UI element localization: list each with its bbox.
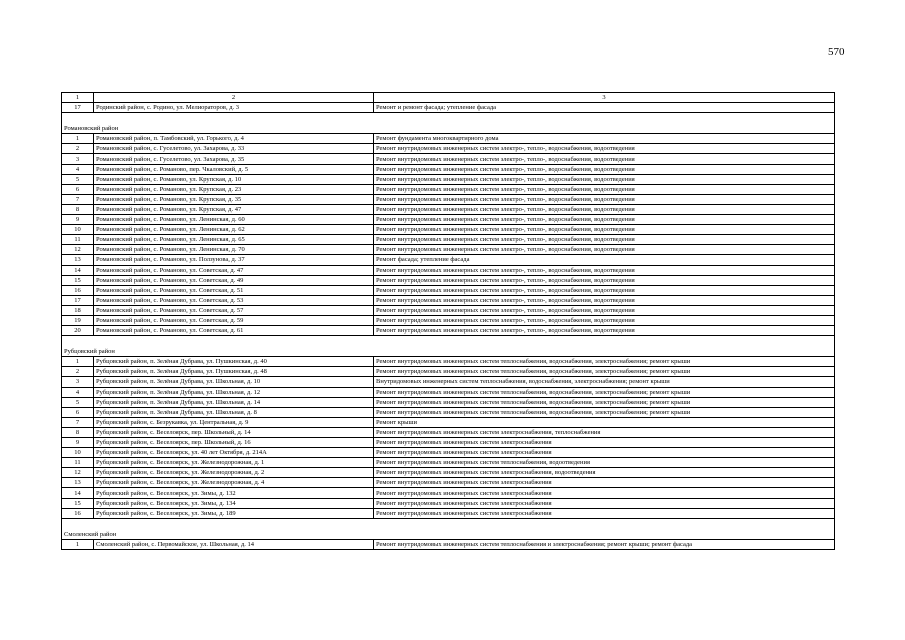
- table-row: [62, 134, 835, 144]
- table-row: [62, 295, 835, 305]
- row-number-cell: 6: [62, 407, 94, 417]
- work-type-cell: Ремонт фундамента многоквартирного дома: [374, 134, 835, 144]
- work-type-cell: Ремонт внутридомовых инженерных систем электро-, тепло-, водоснабжения, водоотведения: [374, 326, 835, 336]
- row-number-cell: 5: [62, 174, 94, 184]
- district-title: Смоленский район: [62, 530, 835, 540]
- work-type-cell: Ремонт крыши: [374, 417, 835, 427]
- work-type-cell: Ремонт внутридомовых инженерных систем электро-, тепло-, водоснабжения, водоотведения: [374, 174, 835, 184]
- work-type-cell: Ремонт внутридомовых инженерных систем электро-, тепло-, водоснабжения, водоотведения: [374, 164, 835, 174]
- section-spacer-row: [62, 113, 835, 125]
- address-cell: Романовский район, с. Романово, ул. Советская, д. 49: [94, 275, 374, 285]
- row-number-cell: 12: [62, 245, 94, 255]
- row-number-cell: 11: [62, 235, 94, 245]
- address-cell: Рубцовский район, с. Безрукавка, ул. Центральная, д. 9: [94, 417, 374, 427]
- work-type-cell: Ремонт внутридомовых инженерных систем электроснабжения: [374, 498, 835, 508]
- row-number-cell: 3: [62, 377, 94, 387]
- work-type-cell: Внутридомовых инженерных систем теплоснабжения, водоснабжения, электроснабжения; ремонт крыши: [374, 377, 835, 387]
- work-type-cell: Ремонт внутридомовых инженерных систем теплоснабжения и электроснабжения; ремонт крыши; ремонт фасада: [374, 539, 835, 549]
- row-number-cell: 16: [62, 285, 94, 295]
- row-number-cell: 4: [62, 387, 94, 397]
- address-cell: Рубцовский район, п. Зелёная Дубрава, ул. Школьная, д. 12: [94, 387, 374, 397]
- work-type-cell: Ремонт внутридомовых инженерных систем теплоснабжения, водоснабжения, электроснабжения; ремонт крыши: [374, 367, 835, 377]
- address-cell: Рубцовский район, п. Зелёная Дубрава, ул. Школьная, д. 10: [94, 377, 374, 387]
- section-spacer-row: [62, 336, 835, 348]
- address-cell: Рубцовский район, с. Веселоярск, ул. Зимы, д. 134: [94, 498, 374, 508]
- table-row: [62, 478, 835, 488]
- address-cell: Романовский район, с. Гуселетово, ул. Захарова, д. 35: [94, 154, 374, 164]
- section-header-row: [62, 124, 835, 134]
- work-type-cell: Ремонт внутридомовых инженерных систем электро-, тепло-, водоснабжения, водоотведения: [374, 215, 835, 225]
- row-number-cell: 2: [62, 367, 94, 377]
- work-type-cell: Ремонт внутридомовых инженерных систем электро-, тепло-, водоснабжения, водоотведения: [374, 194, 835, 204]
- table-row: [62, 427, 835, 437]
- address-cell: Романовский район, с. Романово, ул. Советская, д. 59: [94, 315, 374, 325]
- work-type-cell: Ремонт внутридомовых инженерных систем электро-, тепло-, водоснабжения, водоотведения: [374, 275, 835, 285]
- work-type-cell: Ремонт внутридомовых инженерных систем теплоснабжения, водоснабжения, электроснабжения; ремонт крыши: [374, 397, 835, 407]
- table-row: [62, 407, 835, 417]
- table-row: [62, 103, 835, 113]
- work-type-cell: Ремонт внутридомовых инженерных систем электроснабжения, водоотведения: [374, 468, 835, 478]
- table-row: [62, 204, 835, 214]
- row-number-cell: 9: [62, 215, 94, 225]
- address-cell: Романовский район, п. Тамбовский, ул. Горького, д. 4: [94, 134, 374, 144]
- address-cell: Рубцовский район, с. Веселоярск, ул. Железнодорожная, д. 2: [94, 468, 374, 478]
- table-row: [62, 397, 835, 407]
- row-number-cell: 17: [62, 295, 94, 305]
- row-number-cell: 18: [62, 305, 94, 315]
- work-type-cell: Ремонт внутридомовых инженерных систем электро-, тепло-, водоснабжения, водоотведения: [374, 235, 835, 245]
- section-spacer-row: [62, 518, 835, 530]
- row-number-cell: 13: [62, 255, 94, 265]
- work-type-cell: Ремонт внутридомовых инженерных систем электро-, тепло-, водоснабжения, водоотведения: [374, 184, 835, 194]
- row-number-cell: 2: [62, 144, 94, 154]
- section-spacer-cell: [62, 518, 835, 530]
- address-cell: Рубцовский район, с. Веселоярск, ул. Зимы, д. 132: [94, 488, 374, 498]
- row-number-cell: 1: [62, 539, 94, 549]
- address-cell: Романовский район, с. Романово, ул. Крупская, д. 10: [94, 174, 374, 184]
- row-number-cell: 14: [62, 265, 94, 275]
- address-cell: Романовский район, с. Романово, ул. Ленинская, д. 70: [94, 245, 374, 255]
- work-type-cell: Ремонт фасада; утепление фасада: [374, 255, 835, 265]
- work-type-cell: Ремонт внутридомовых инженерных систем электро-, тепло-, водоснабжения, водоотведения: [374, 305, 835, 315]
- work-type-cell: Ремонт внутридомовых инженерных систем электро-, тепло-, водоснабжения, водоотведения: [374, 204, 835, 214]
- table-row: [62, 468, 835, 478]
- work-type-cell: Ремонт и ремонт фасада; утепление фасада: [374, 103, 835, 113]
- address-cell: Рубцовский район, п. Зелёная Дубрава, ул. Школьная, д. 8: [94, 407, 374, 417]
- table-row: [62, 488, 835, 498]
- address-cell: Смоленский район, с. Первомайское, ул. Школьная, д. 14: [94, 539, 374, 549]
- table-row: [62, 508, 835, 518]
- row-number-cell: 7: [62, 194, 94, 204]
- row-number-cell: 10: [62, 225, 94, 235]
- address-cell: Романовский район, с. Романово, ул. Советская, д. 51: [94, 285, 374, 295]
- address-cell: Романовский район, с. Гуселетово, ул. Захарова, д. 33: [94, 144, 374, 154]
- table-row: [62, 315, 835, 325]
- table-row: [62, 235, 835, 245]
- work-type-cell: Ремонт внутридомовых инженерных систем электро-, тепло-, водоснабжения, водоотведения: [374, 265, 835, 275]
- table-row: [62, 225, 835, 235]
- address-cell: Романовский район, с. Романово, ул. Крупская, д. 47: [94, 204, 374, 214]
- table-row: [62, 539, 835, 549]
- work-type-cell: Ремонт внутридомовых инженерных систем теплоснабжения, водоснабжения, электроснабжения; ремонт крыши: [374, 357, 835, 367]
- table-row: [62, 174, 835, 184]
- address-cell: Рубцовский район, с. Веселоярск, ул. Железнодорожная, д. 1: [94, 458, 374, 468]
- row-number-cell: 4: [62, 164, 94, 174]
- table-row: [62, 387, 835, 397]
- address-cell: Рубцовский район, п. Зелёная Дубрава, ул. Пушкинская, д. 40: [94, 357, 374, 367]
- table-row: [62, 357, 835, 367]
- work-type-cell: Ремонт внутридомовых инженерных систем электроснабжения, теплоснабжения: [374, 427, 835, 437]
- table-row: [62, 164, 835, 174]
- section-header-row: [62, 347, 835, 357]
- row-number-cell: 9: [62, 438, 94, 448]
- work-type-cell: Ремонт внутридомовых инженерных систем электро-, тепло-, водоснабжения, водоотведения: [374, 295, 835, 305]
- row-number-cell: 11: [62, 458, 94, 468]
- address-cell: Романовский район, с. Романово, ул. Советская, д. 57: [94, 305, 374, 315]
- table-row: [62, 275, 835, 285]
- work-type-cell: Ремонт внутридомовых инженерных систем теплоснабжения, водоснабжения, электроснабжения; ремонт крыши: [374, 387, 835, 397]
- row-number-cell: 7: [62, 417, 94, 427]
- address-cell: Рубцовский район, п. Зелёная Дубрава, ул. Школьная, д. 14: [94, 397, 374, 407]
- header-cell-2: 2: [94, 93, 374, 103]
- work-type-cell: Ремонт внутридомовых инженерных систем электро-, тепло-, водоснабжения, водоотведения: [374, 245, 835, 255]
- row-number-cell: 19: [62, 315, 94, 325]
- repair-register-table: [61, 92, 835, 550]
- work-type-cell: Ремонт внутридомовых инженерных систем электро-, тепло-, водоснабжения, водоотведения: [374, 225, 835, 235]
- address-cell: Рубцовский район, п. Зелёная Дубрава, ул. Пушкинская, д. 48: [94, 367, 374, 377]
- district-title: Рубцовский район: [62, 347, 835, 357]
- column-number-header-row: [62, 93, 835, 103]
- table-row: [62, 285, 835, 295]
- table-row: [62, 154, 835, 164]
- header-cell-1: 1: [62, 93, 94, 103]
- row-number-cell: 15: [62, 275, 94, 285]
- district-title: Романовский район: [62, 124, 835, 134]
- work-type-cell: Ремонт внутридомовых инженерных систем электро-, тепло-, водоснабжения, водоотведения: [374, 285, 835, 295]
- table-row: [62, 367, 835, 377]
- address-cell: Романовский район, с. Романово, ул. Советская, д. 53: [94, 295, 374, 305]
- work-type-cell: Ремонт внутридомовых инженерных систем теплоснабжения, водоснабжения, электроснабжения; ремонт крыши: [374, 407, 835, 417]
- row-number-cell: 6: [62, 184, 94, 194]
- row-number-cell: 17: [62, 103, 94, 113]
- row-number-cell: 20: [62, 326, 94, 336]
- table-row: [62, 245, 835, 255]
- address-cell: Романовский район, с. Романово, ул. Ленинская, д. 65: [94, 235, 374, 245]
- row-number-cell: 1: [62, 134, 94, 144]
- section-spacer-cell: [62, 113, 835, 125]
- table-row: [62, 144, 835, 154]
- row-number-cell: 3: [62, 154, 94, 164]
- row-number-cell: 16: [62, 508, 94, 518]
- work-type-cell: Ремонт внутридомовых инженерных систем электроснабжения: [374, 478, 835, 488]
- row-number-cell: 5: [62, 397, 94, 407]
- work-type-cell: Ремонт внутридомовых инженерных систем электро-, тепло-, водоснабжения, водоотведения: [374, 315, 835, 325]
- table-row: [62, 255, 835, 265]
- work-type-cell: Ремонт внутридомовых инженерных систем электроснабжения: [374, 448, 835, 458]
- row-number-cell: 12: [62, 468, 94, 478]
- row-number-cell: 1: [62, 357, 94, 367]
- work-type-cell: Ремонт внутридомовых инженерных систем электроснабжения: [374, 438, 835, 448]
- table-row: [62, 184, 835, 194]
- table-row: [62, 438, 835, 448]
- work-type-cell: Ремонт внутридомовых инженерных систем электроснабжения: [374, 488, 835, 498]
- row-number-cell: 8: [62, 427, 94, 437]
- table-row: [62, 305, 835, 315]
- page-number: 570: [828, 46, 845, 58]
- table-row: [62, 326, 835, 336]
- row-number-cell: 10: [62, 448, 94, 458]
- address-cell: Родинский район, с. Родино, ул. Мелиораторов, д. 3: [94, 103, 374, 113]
- row-number-cell: 13: [62, 478, 94, 488]
- work-type-cell: Ремонт внутридомовых инженерных систем теплоснабжения, водоотведения: [374, 458, 835, 468]
- address-cell: Романовский район, с. Романово, ул. Ленинская, д. 62: [94, 225, 374, 235]
- table-row: [62, 458, 835, 468]
- address-cell: Романовский район, с. Романово, ул. Ленинская, д. 60: [94, 215, 374, 225]
- work-type-cell: Ремонт внутридомовых инженерных систем электро-, тепло-, водоснабжения, водоотведения: [374, 154, 835, 164]
- address-cell: Романовский район, с. Романово, ул. Крупская, д. 35: [94, 194, 374, 204]
- address-cell: Рубцовский район, с. Веселоярск, пер. Школьный, д. 14: [94, 427, 374, 437]
- table-row: [62, 194, 835, 204]
- address-cell: Романовский район, с. Романово, ул. Ползунова, д. 37: [94, 255, 374, 265]
- address-cell: Романовский район, с. Романово, пер. Чкаловский, д. 5: [94, 164, 374, 174]
- section-header-row: [62, 530, 835, 540]
- row-number-cell: 8: [62, 204, 94, 214]
- work-type-cell: Ремонт внутридомовых инженерных систем электроснабжения: [374, 508, 835, 518]
- address-cell: Рубцовский район, с. Веселоярск, пер. Школьный, д. 16: [94, 438, 374, 448]
- table-row: [62, 448, 835, 458]
- table-row: [62, 417, 835, 427]
- row-number-cell: 15: [62, 498, 94, 508]
- header-cell-3: 3: [374, 93, 835, 103]
- address-cell: Романовский район, с. Романово, ул. Советская, д. 47: [94, 265, 374, 275]
- table-body: [62, 93, 835, 550]
- address-cell: Рубцовский район, с. Веселоярск, ул. 40 лет Октября, д. 214А: [94, 448, 374, 458]
- address-cell: Романовский район, с. Романово, ул. Советская, д. 61: [94, 326, 374, 336]
- address-cell: Романовский район, с. Романово, ул. Крупская, д. 23: [94, 184, 374, 194]
- work-type-cell: Ремонт внутридомовых инженерных систем электро-, тепло-, водоснабжения, водоотведения: [374, 144, 835, 154]
- table-row: [62, 265, 835, 275]
- table-row: [62, 498, 835, 508]
- address-cell: Рубцовский район, с. Веселоярск, ул. Железнодорожная, д. 4: [94, 478, 374, 488]
- table-row: [62, 377, 835, 387]
- address-cell: Рубцовский район, с. Веселоярск, ул. Зимы, д. 189: [94, 508, 374, 518]
- table-row: [62, 215, 835, 225]
- section-spacer-cell: [62, 336, 835, 348]
- row-number-cell: 14: [62, 488, 94, 498]
